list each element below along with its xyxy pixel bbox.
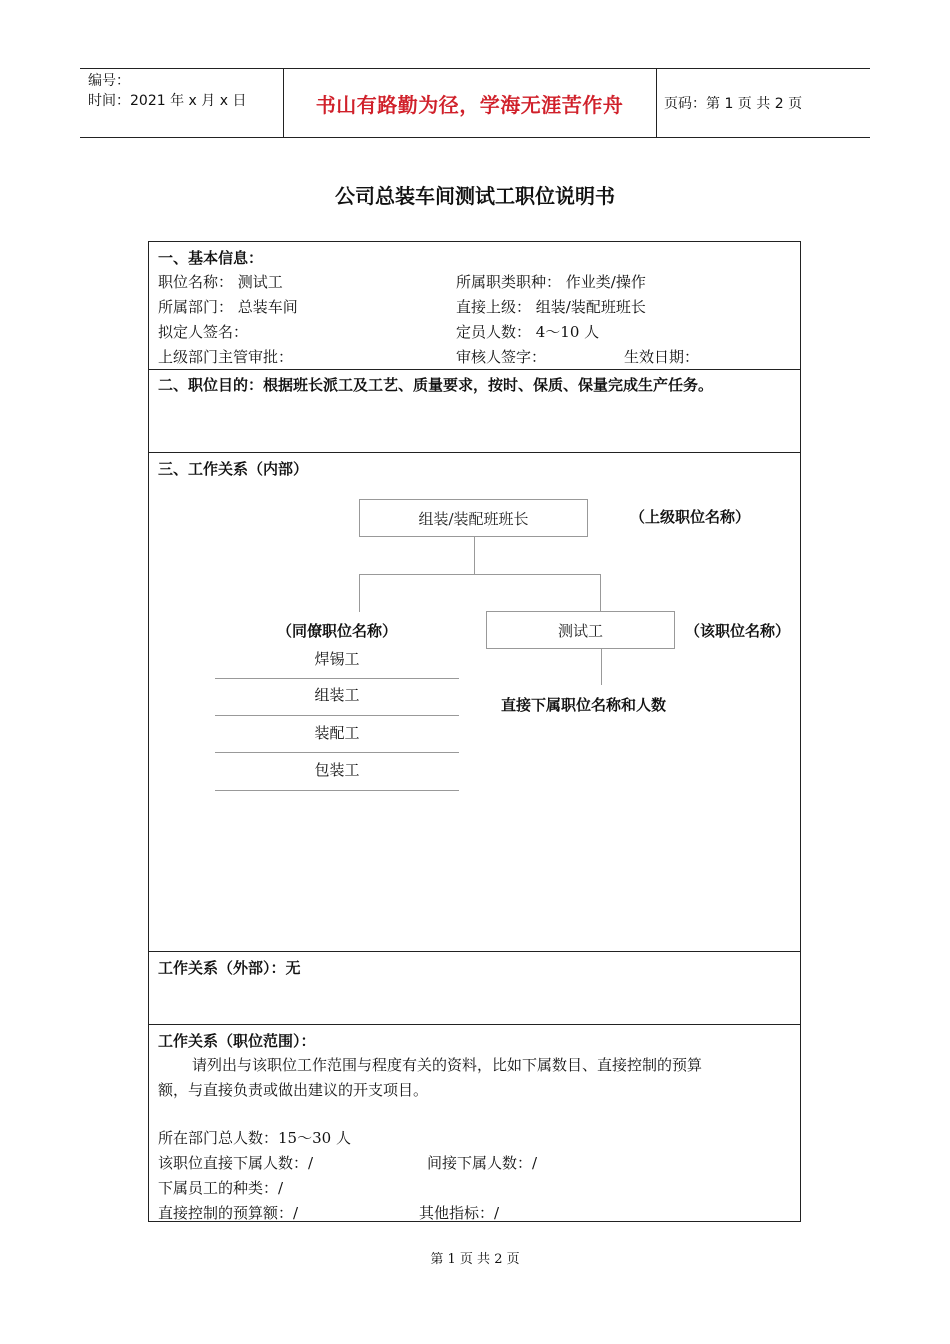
dept-approval: 上级部门主管审批：: [158, 348, 294, 366]
basic-info-heading: 一、基本信息：: [158, 249, 264, 267]
indirect-subordinates: 间接下属人数：/: [427, 1154, 538, 1172]
header-meta: [88, 71, 246, 111]
org-connector: [474, 537, 475, 574]
job-category: 所属职类职种： 作业类/操作: [456, 273, 646, 291]
reviewer-sign: 审核人签字：: [456, 348, 547, 366]
org-connector: [601, 649, 602, 685]
job-description-form: [148, 241, 801, 1222]
org-connector: [359, 574, 360, 612]
effective-date: 生效日期：: [624, 348, 700, 366]
subordinate-note: 直接下属职位名称和人数: [501, 696, 667, 714]
peer-divider: [215, 715, 459, 716]
direct-superior: 直接上级： 组装/装配班班长: [456, 298, 646, 316]
dept-total: 所在部门总人数：15～30 人: [158, 1129, 351, 1147]
number-label: 编号：: [88, 73, 130, 89]
peer-position: 焊锡工: [314, 650, 360, 668]
peer-divider: [215, 752, 459, 753]
header-divider: [656, 69, 657, 137]
section-divider: [149, 1024, 800, 1025]
time-label: 时间：2021 年 x 月 x 日: [88, 93, 247, 109]
section-divider: [149, 369, 800, 370]
internal-relations-heading: 三、工作关系（内部）: [158, 460, 309, 478]
self-note: （该职位名称）: [685, 622, 791, 640]
peer-position: 包装工: [314, 761, 360, 779]
peer-divider: [215, 790, 459, 791]
headcount: 定员人数： 4～10 人: [456, 323, 600, 341]
subordinate-types: 下属员工的种类：/: [158, 1179, 284, 1197]
department: 所属部门： 总装车间: [158, 298, 298, 316]
direct-subordinates: 该职位直接下属人数：/: [158, 1154, 314, 1172]
org-connector: [359, 574, 601, 575]
scope-heading: 工作关系（职位范围）：: [158, 1032, 316, 1050]
peer-note: （同僚职位名称）: [277, 622, 398, 640]
position-purpose: 二、职位目的：根据班长派工及工艺、质量要求，按时、保质、保量完成生产任务。: [158, 376, 714, 394]
scope-description: 额，与直接负责或做出建议的开支项目。: [158, 1081, 429, 1099]
section-divider: [149, 452, 800, 453]
document-title: 公司总装车间测试工职位说明书: [335, 184, 615, 208]
external-relations: 工作关系（外部）：无: [158, 959, 301, 977]
peer-position: 装配工: [314, 724, 360, 742]
superior-position-box: 组装/装配班班长: [359, 499, 588, 537]
other-indicators: 其他指标：/: [419, 1204, 500, 1222]
drafter-sign: 拟定人签名：: [158, 323, 249, 341]
org-connector: [600, 574, 601, 612]
scope-description: 请列出与该职位工作范围与程度有关的资料，比如下属数目、直接控制的预算: [192, 1056, 703, 1074]
superior-note: （上级职位名称）: [630, 508, 751, 526]
page-info: 页码：第 1 页 共 2 页: [664, 96, 803, 112]
motto: 书山有路勤为径，学海无涯苦作舟: [315, 92, 624, 117]
budget: 直接控制的预算额：/: [158, 1204, 299, 1222]
section-divider: [149, 951, 800, 952]
position-name: 职位名称： 测试工: [158, 273, 283, 291]
header-band: [80, 68, 870, 138]
peer-position: 组装工: [314, 686, 360, 704]
peer-divider: [215, 678, 459, 679]
self-position-box: 测试工: [486, 611, 675, 649]
page-footer: 第 1 页 共 2 页: [430, 1252, 520, 1267]
